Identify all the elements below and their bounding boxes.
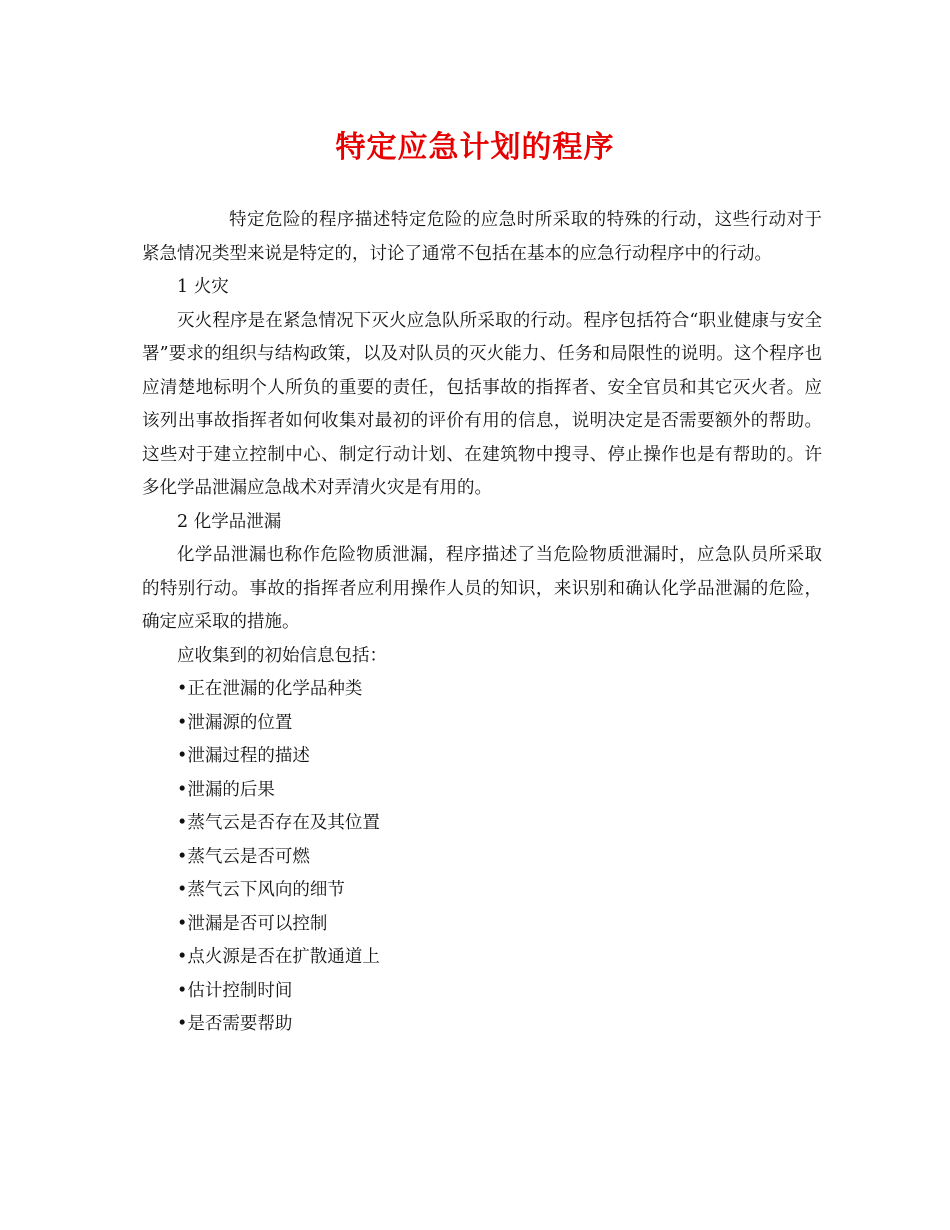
list-item: •是否需要帮助 [177,1014,293,1034]
chemical-leak-paragraph: 化学品泄漏也称作危险物质泄漏，程序描述了当危险物质泄漏时，应急队员所采取的特别行动。事故的指挥者应利用操作人员的知识，来识别和确认化学品泄漏的危险，确定应采取的措施。 [142,545,822,632]
list-item: •蒸气云下风向的细节 [177,880,345,900]
list-item: •估计控制时间 [177,980,293,1001]
fire-paragraph: 灭火程序是在紧急情况下灭火应急队所采取的行动。程序包括符合“职业健康与安全署”要求的组织与结构政策，以及对队员的灭火能力、任务和局限性的说明。这个程序也应清楚地标明个人所负的重要的责任，包括事故的指挥者、安全官员和其它灭火者。应该列出事故指挥者如何收集对最初的评价有用的信息，说明决定是否需要额外的帮助。这些对于建立控制中心、制定行动计划、在建筑物中搜寻、停止操作也是有帮助的。许多化学品泄漏应急战术对弄清火灾是有用的。 [142,310,822,498]
list-item: •点火源是否在扩散通道上 [177,947,380,967]
intro-paragraph: 特定危险的程序描述特定危险的应急时所采取的特殊的行动，这些行动对于紧急情况类型来说是特定的，讨论了通常不包括在基本的应急行动程序中的行动。 [142,210,822,264]
list-item: •泄漏源的位置 [177,712,293,733]
list-item: •泄漏过程的描述 [177,746,310,766]
page-title: 特定应急计划的程序 [335,130,615,165]
list-item: •蒸气云是否可燃 [177,846,310,867]
initial-info-list [142,673,822,1042]
list-item: •蒸气云是否存在及其位置 [177,813,380,833]
list-item: •泄漏是否可以控制 [177,913,328,934]
section-heading-fire: 1 火灾 [177,277,229,297]
list-item: •正在泄漏的化学品种类 [177,679,363,699]
list-item: •泄漏的后果 [177,779,275,800]
list-intro: 应收集到的初始信息包括： [177,645,387,666]
document-body [142,204,822,1042]
section-heading-chemical-leak: 2 化学品泄漏 [177,511,282,532]
